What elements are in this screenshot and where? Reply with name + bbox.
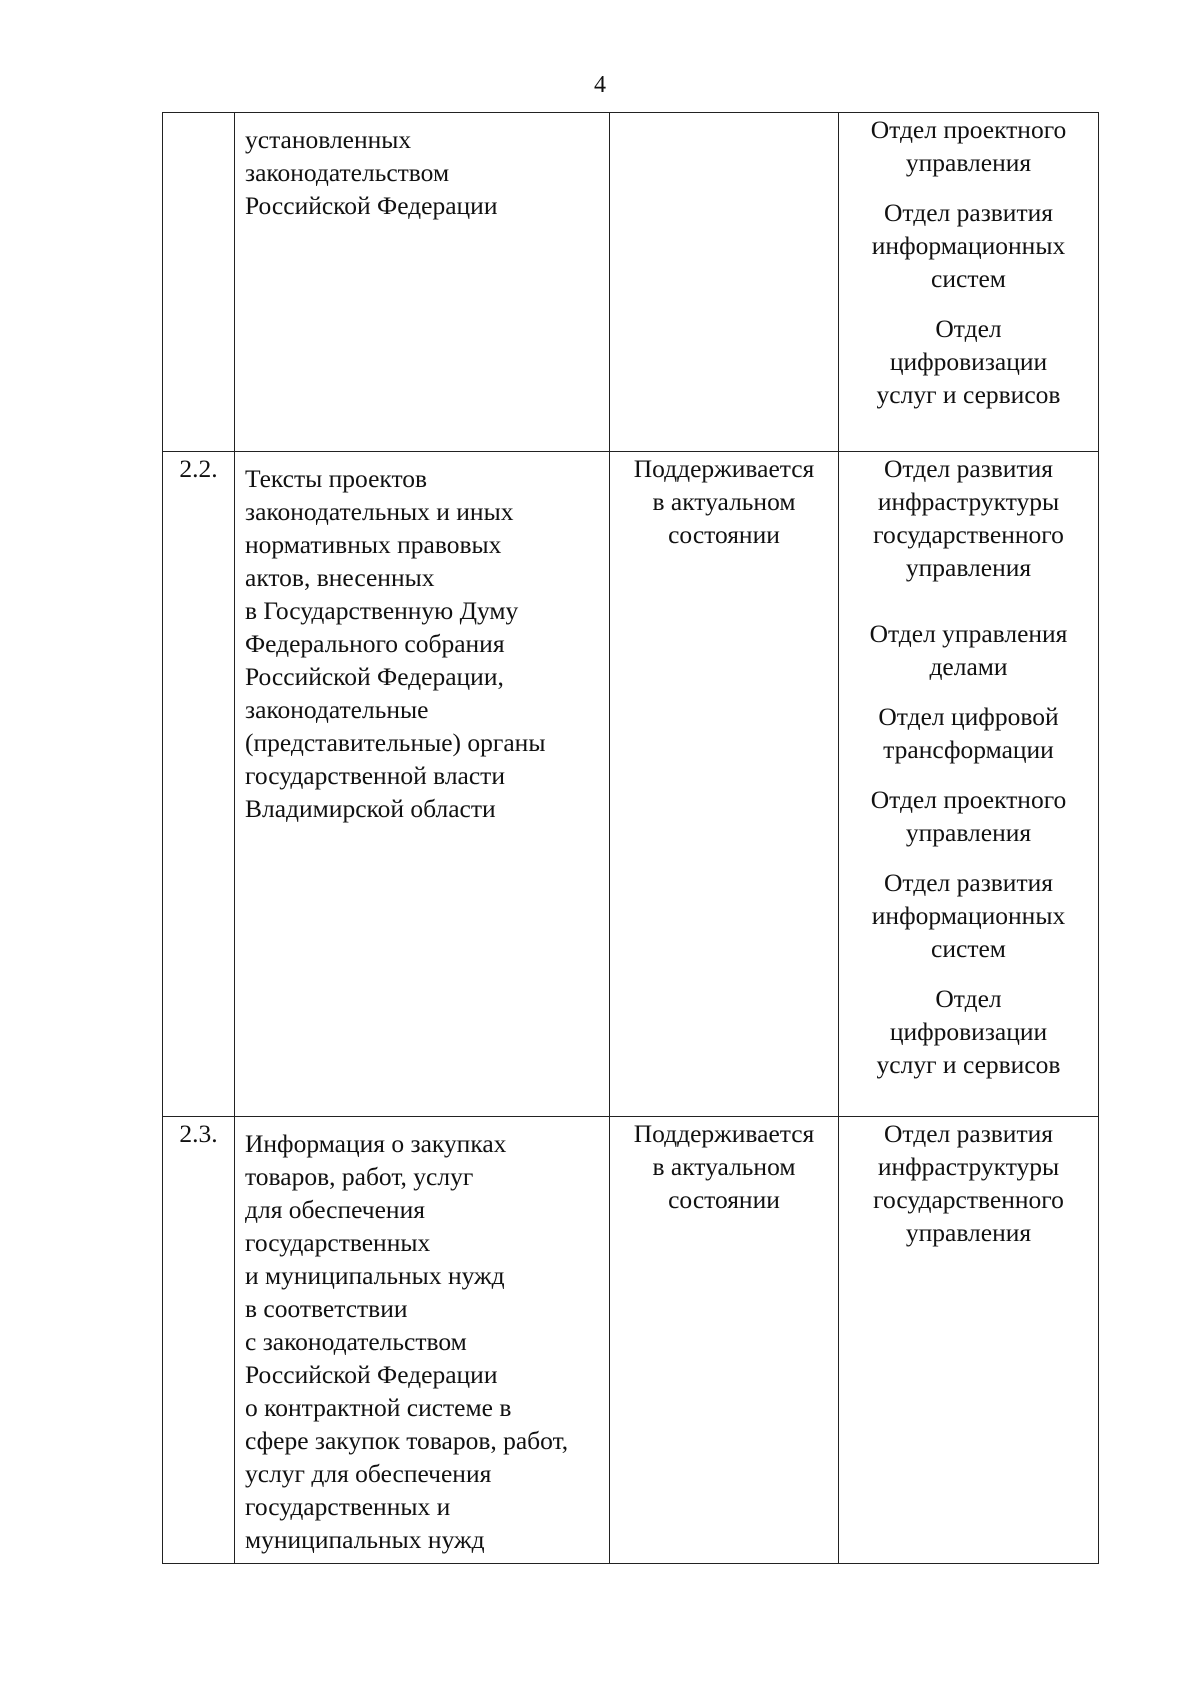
item-name-line: установленных (245, 125, 412, 154)
status-line: Поддерживается (633, 454, 815, 483)
department-line: Отдел проектного (870, 115, 1067, 144)
department-line: делами (929, 652, 1008, 681)
department-entry (839, 783, 1098, 849)
item-name-line: (представительные) органы (245, 728, 546, 757)
departments-cell (839, 113, 1099, 452)
item-name-line: государственной власти (245, 761, 505, 790)
department-line: управления (905, 553, 1032, 582)
item-name-line: законодательные (245, 695, 429, 724)
department-entry (839, 113, 1098, 179)
department-line: трансформации (883, 735, 1054, 764)
item-name-line: сфере закупок товаров, работ, (245, 1426, 569, 1455)
department-line: государственного (873, 1185, 1064, 1214)
status-line: в актуальном (652, 1152, 796, 1181)
item-name-line: с законодательством (245, 1327, 467, 1356)
table-row (163, 452, 1099, 1117)
item-name-line: для обеспечения (245, 1195, 425, 1224)
status-cell (610, 452, 839, 1117)
department-entry (839, 312, 1098, 411)
department-line: Отдел развития (884, 454, 1053, 483)
item-name-line: актов, внесенных (245, 563, 435, 592)
item-name-line: Российской Федерации (245, 191, 498, 220)
department-line: Отдел (935, 314, 1002, 343)
status-line: состоянии (668, 1185, 780, 1214)
item-name-line: в Государственную Думу (245, 596, 519, 625)
document-table (162, 112, 1099, 1564)
item-name-line: государственных (245, 1228, 431, 1257)
page-number: 4 (594, 72, 606, 98)
table-row (163, 1117, 1099, 1564)
department-line: цифровизации (889, 347, 1048, 376)
item-name-line: законодательством (245, 158, 450, 187)
department-line: систем (931, 264, 1006, 293)
row-number: 2.3. (163, 1117, 235, 1564)
department-line: управления (905, 1218, 1032, 1247)
department-line: Отдел (935, 984, 1002, 1013)
item-name-line: Владимирской области (245, 794, 496, 823)
department-entry (839, 982, 1098, 1081)
item-name-line: о контрактной системе в (245, 1393, 512, 1422)
item-name-line: товаров, работ, услуг (245, 1162, 474, 1191)
department-line: систем (931, 934, 1006, 963)
department-line: Отдел развития (884, 868, 1053, 897)
department-entry (839, 617, 1098, 683)
department-entry (839, 452, 1098, 584)
department-line: Отдел управления (869, 619, 1068, 648)
status-line: в актуальном (652, 487, 796, 516)
department-entry (839, 196, 1098, 295)
item-name-line: в соответствии (245, 1294, 408, 1323)
item-name-line: услуг для обеспечения (245, 1459, 492, 1488)
row-number (163, 113, 235, 452)
department-line: информационных (871, 901, 1066, 930)
department-line: Отдел развития (884, 1119, 1053, 1148)
item-name-line: Тексты проектов (245, 464, 428, 493)
item-name-line: муниципальных нужд (245, 1525, 485, 1554)
department-entry (839, 1117, 1098, 1249)
department-line: инфраструктуры (877, 1152, 1060, 1181)
department-line: информационных (871, 231, 1066, 260)
row-number: 2.2. (163, 452, 235, 1117)
department-line: управления (905, 148, 1032, 177)
departments-cell (839, 452, 1099, 1117)
item-name-cell (235, 113, 610, 452)
department-line: Отдел развития (884, 198, 1053, 227)
item-name-cell (235, 1117, 610, 1564)
status-line: состоянии (668, 520, 780, 549)
department-line: Отдел проектного (870, 785, 1067, 814)
item-name-line: Федерального собрания (245, 629, 505, 658)
departments-cell (839, 1117, 1099, 1564)
department-line: инфраструктуры (877, 487, 1060, 516)
department-line: государственного (873, 520, 1064, 549)
item-name-line: и муниципальных нужд (245, 1261, 505, 1290)
item-name-cell (235, 452, 610, 1117)
item-name-line: нормативных правовых (245, 530, 502, 559)
department-line: услуг и сервисов (876, 1050, 1061, 1079)
table-row (163, 113, 1099, 452)
status-cell (610, 1117, 839, 1564)
department-entry (839, 700, 1098, 766)
department-entry (839, 866, 1098, 965)
status-line: Поддерживается (633, 1119, 815, 1148)
item-name-line: Информация о закупках (245, 1129, 507, 1158)
department-line: услуг и сервисов (876, 380, 1061, 409)
item-name-line: законодательных и иных (245, 497, 514, 526)
status-cell (610, 113, 839, 452)
department-line: цифровизации (889, 1017, 1048, 1046)
department-line: Отдел цифровой (878, 702, 1059, 731)
item-name-line: Российской Федерации, (245, 662, 504, 691)
item-name-line: Российской Федерации (245, 1360, 498, 1389)
item-name-line: государственных и (245, 1492, 451, 1521)
department-line: управления (905, 818, 1032, 847)
